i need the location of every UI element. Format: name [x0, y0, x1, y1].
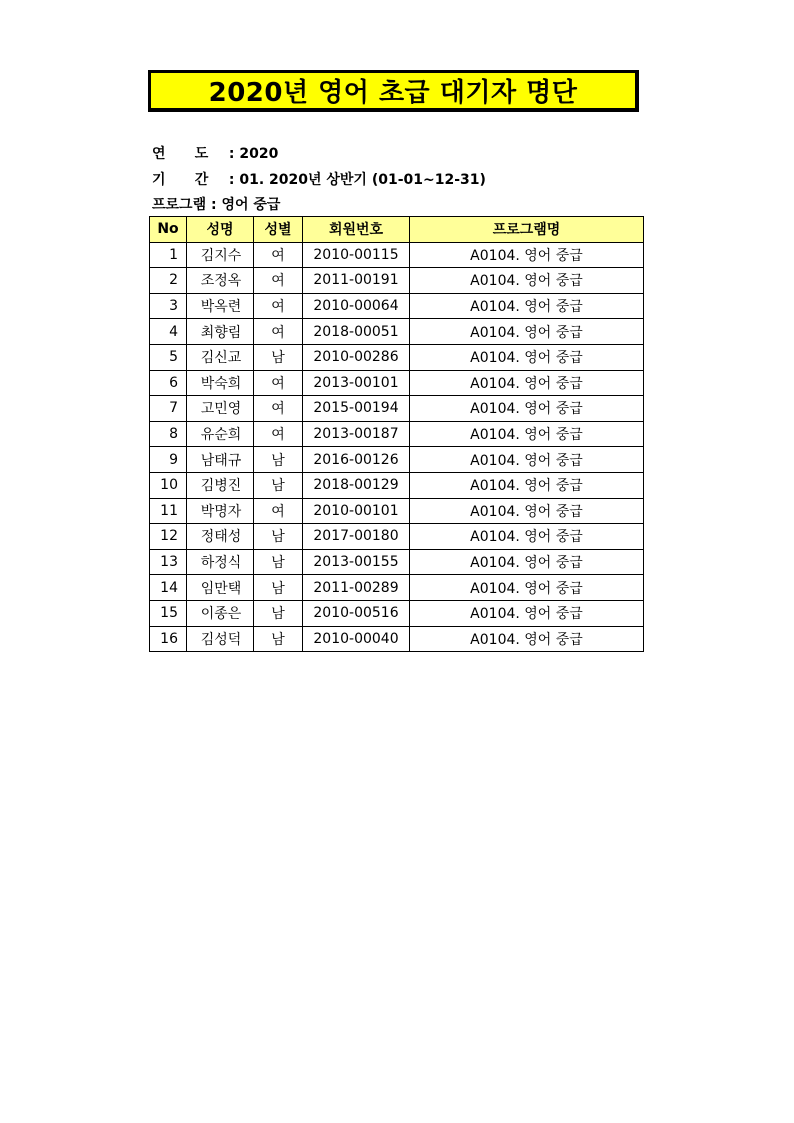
cell-gender: 여: [254, 370, 303, 396]
cell-gender: 여: [254, 498, 303, 524]
cell-name: 박숙희: [187, 370, 254, 396]
cell-name: 임만택: [187, 575, 254, 601]
cell-gender: 여: [254, 319, 303, 345]
cell-name: 이종은: [187, 600, 254, 626]
table-row: [150, 344, 644, 370]
cell-no: 14: [150, 575, 187, 601]
cell-gender: 여: [254, 242, 303, 268]
cell-member-id: 2015-00194: [303, 396, 410, 422]
cell-program: A0104. 영어 중급: [410, 575, 644, 601]
cell-program: A0104. 영어 중급: [410, 344, 644, 370]
table-row: [150, 498, 644, 524]
cell-program: A0104. 영어 중급: [410, 293, 644, 319]
table-row: [150, 242, 644, 268]
cell-name: 유순희: [187, 421, 254, 447]
year-label: 연 도: [152, 146, 209, 162]
table-row: [150, 600, 644, 626]
cell-no: 1: [150, 242, 187, 268]
period-label: 기 간: [152, 172, 209, 188]
program-value: : 영어 중급: [206, 197, 281, 213]
cell-program: A0104. 영어 중급: [410, 626, 644, 652]
table-row: [150, 575, 644, 601]
cell-no: 10: [150, 472, 187, 498]
cell-no: 3: [150, 293, 187, 319]
cell-program: A0104. 영어 중급: [410, 549, 644, 575]
table-row: [150, 370, 644, 396]
cell-member-id: 2013-00187: [303, 421, 410, 447]
cell-name: 하정식: [187, 549, 254, 575]
cell-name: 김성덕: [187, 626, 254, 652]
table-row: [150, 524, 644, 550]
cell-member-id: 2010-00286: [303, 344, 410, 370]
cell-name: 김신교: [187, 344, 254, 370]
year-value: : 2020: [224, 146, 279, 162]
cell-no: 13: [150, 549, 187, 575]
cell-program: A0104. 영어 중급: [410, 600, 644, 626]
header-program: 프로그램명: [410, 217, 644, 243]
table-row: [150, 319, 644, 345]
table-row: [150, 626, 644, 652]
cell-name: 김지수: [187, 242, 254, 268]
cell-gender: 남: [254, 524, 303, 550]
cell-gender: 여: [254, 396, 303, 422]
cell-gender: 남: [254, 472, 303, 498]
cell-member-id: 2016-00126: [303, 447, 410, 473]
cell-name: 남태규: [187, 447, 254, 473]
cell-program: A0104. 영어 중급: [410, 242, 644, 268]
cell-no: 16: [150, 626, 187, 652]
cell-gender: 남: [254, 600, 303, 626]
cell-no: 8: [150, 421, 187, 447]
cell-no: 2: [150, 268, 187, 294]
cell-name: 고민영: [187, 396, 254, 422]
cell-no: 12: [150, 524, 187, 550]
cell-gender: 남: [254, 344, 303, 370]
cell-member-id: 2010-00040: [303, 626, 410, 652]
cell-program: A0104. 영어 중급: [410, 498, 644, 524]
cell-member-id: 2017-00180: [303, 524, 410, 550]
cell-member-id: 2013-00155: [303, 549, 410, 575]
cell-member-id: 2011-00191: [303, 268, 410, 294]
table-row: [150, 293, 644, 319]
table-header-row: [150, 217, 644, 243]
cell-program: A0104. 영어 중급: [410, 524, 644, 550]
header-no: No: [150, 217, 187, 243]
cell-no: 7: [150, 396, 187, 422]
cell-gender: 여: [254, 293, 303, 319]
cell-gender: 남: [254, 447, 303, 473]
period-line: [152, 169, 486, 189]
cell-gender: 남: [254, 549, 303, 575]
cell-name: 박명자: [187, 498, 254, 524]
header-name: 성명: [187, 217, 254, 243]
table-row: [150, 447, 644, 473]
cell-gender: 여: [254, 421, 303, 447]
cell-name: 최향림: [187, 319, 254, 345]
year-line: [152, 143, 278, 163]
header-gender: 성별: [254, 217, 303, 243]
program-label: 프로그램: [152, 197, 207, 213]
cell-name: 조정옥: [187, 268, 254, 294]
cell-no: 4: [150, 319, 187, 345]
cell-name: 정태성: [187, 524, 254, 550]
cell-program: A0104. 영어 중급: [410, 370, 644, 396]
cell-program: A0104. 영어 중급: [410, 268, 644, 294]
period-value: : 01. 2020년 상반기 (01-01~12-31): [224, 172, 486, 188]
header-member-id: 회원번호: [303, 217, 410, 243]
cell-no: 5: [150, 344, 187, 370]
cell-member-id: 2018-00129: [303, 472, 410, 498]
cell-member-id: 2010-00115: [303, 242, 410, 268]
cell-program: A0104. 영어 중급: [410, 472, 644, 498]
cell-member-id: 2018-00051: [303, 319, 410, 345]
cell-gender: 남: [254, 626, 303, 652]
table-row: [150, 472, 644, 498]
cell-program: A0104. 영어 중급: [410, 447, 644, 473]
waitlist-table: [149, 216, 644, 652]
cell-member-id: 2010-00064: [303, 293, 410, 319]
cell-program: A0104. 영어 중급: [410, 421, 644, 447]
cell-gender: 여: [254, 268, 303, 294]
cell-member-id: 2010-00101: [303, 498, 410, 524]
page-title: 2020년 영어 초급 대기자 명단: [208, 78, 578, 108]
cell-name: 김병진: [187, 472, 254, 498]
title-box: [148, 70, 639, 112]
program-line: [152, 194, 280, 214]
table-row: [150, 421, 644, 447]
cell-no: 15: [150, 600, 187, 626]
cell-program: A0104. 영어 중급: [410, 319, 644, 345]
cell-name: 박옥련: [187, 293, 254, 319]
cell-member-id: 2010-00516: [303, 600, 410, 626]
cell-no: 9: [150, 447, 187, 473]
table-row: [150, 268, 644, 294]
table-row: [150, 549, 644, 575]
cell-program: A0104. 영어 중급: [410, 396, 644, 422]
cell-gender: 남: [254, 575, 303, 601]
table-body: [150, 242, 644, 652]
cell-no: 11: [150, 498, 187, 524]
cell-member-id: 2011-00289: [303, 575, 410, 601]
cell-member-id: 2013-00101: [303, 370, 410, 396]
table-row: [150, 396, 644, 422]
cell-no: 6: [150, 370, 187, 396]
